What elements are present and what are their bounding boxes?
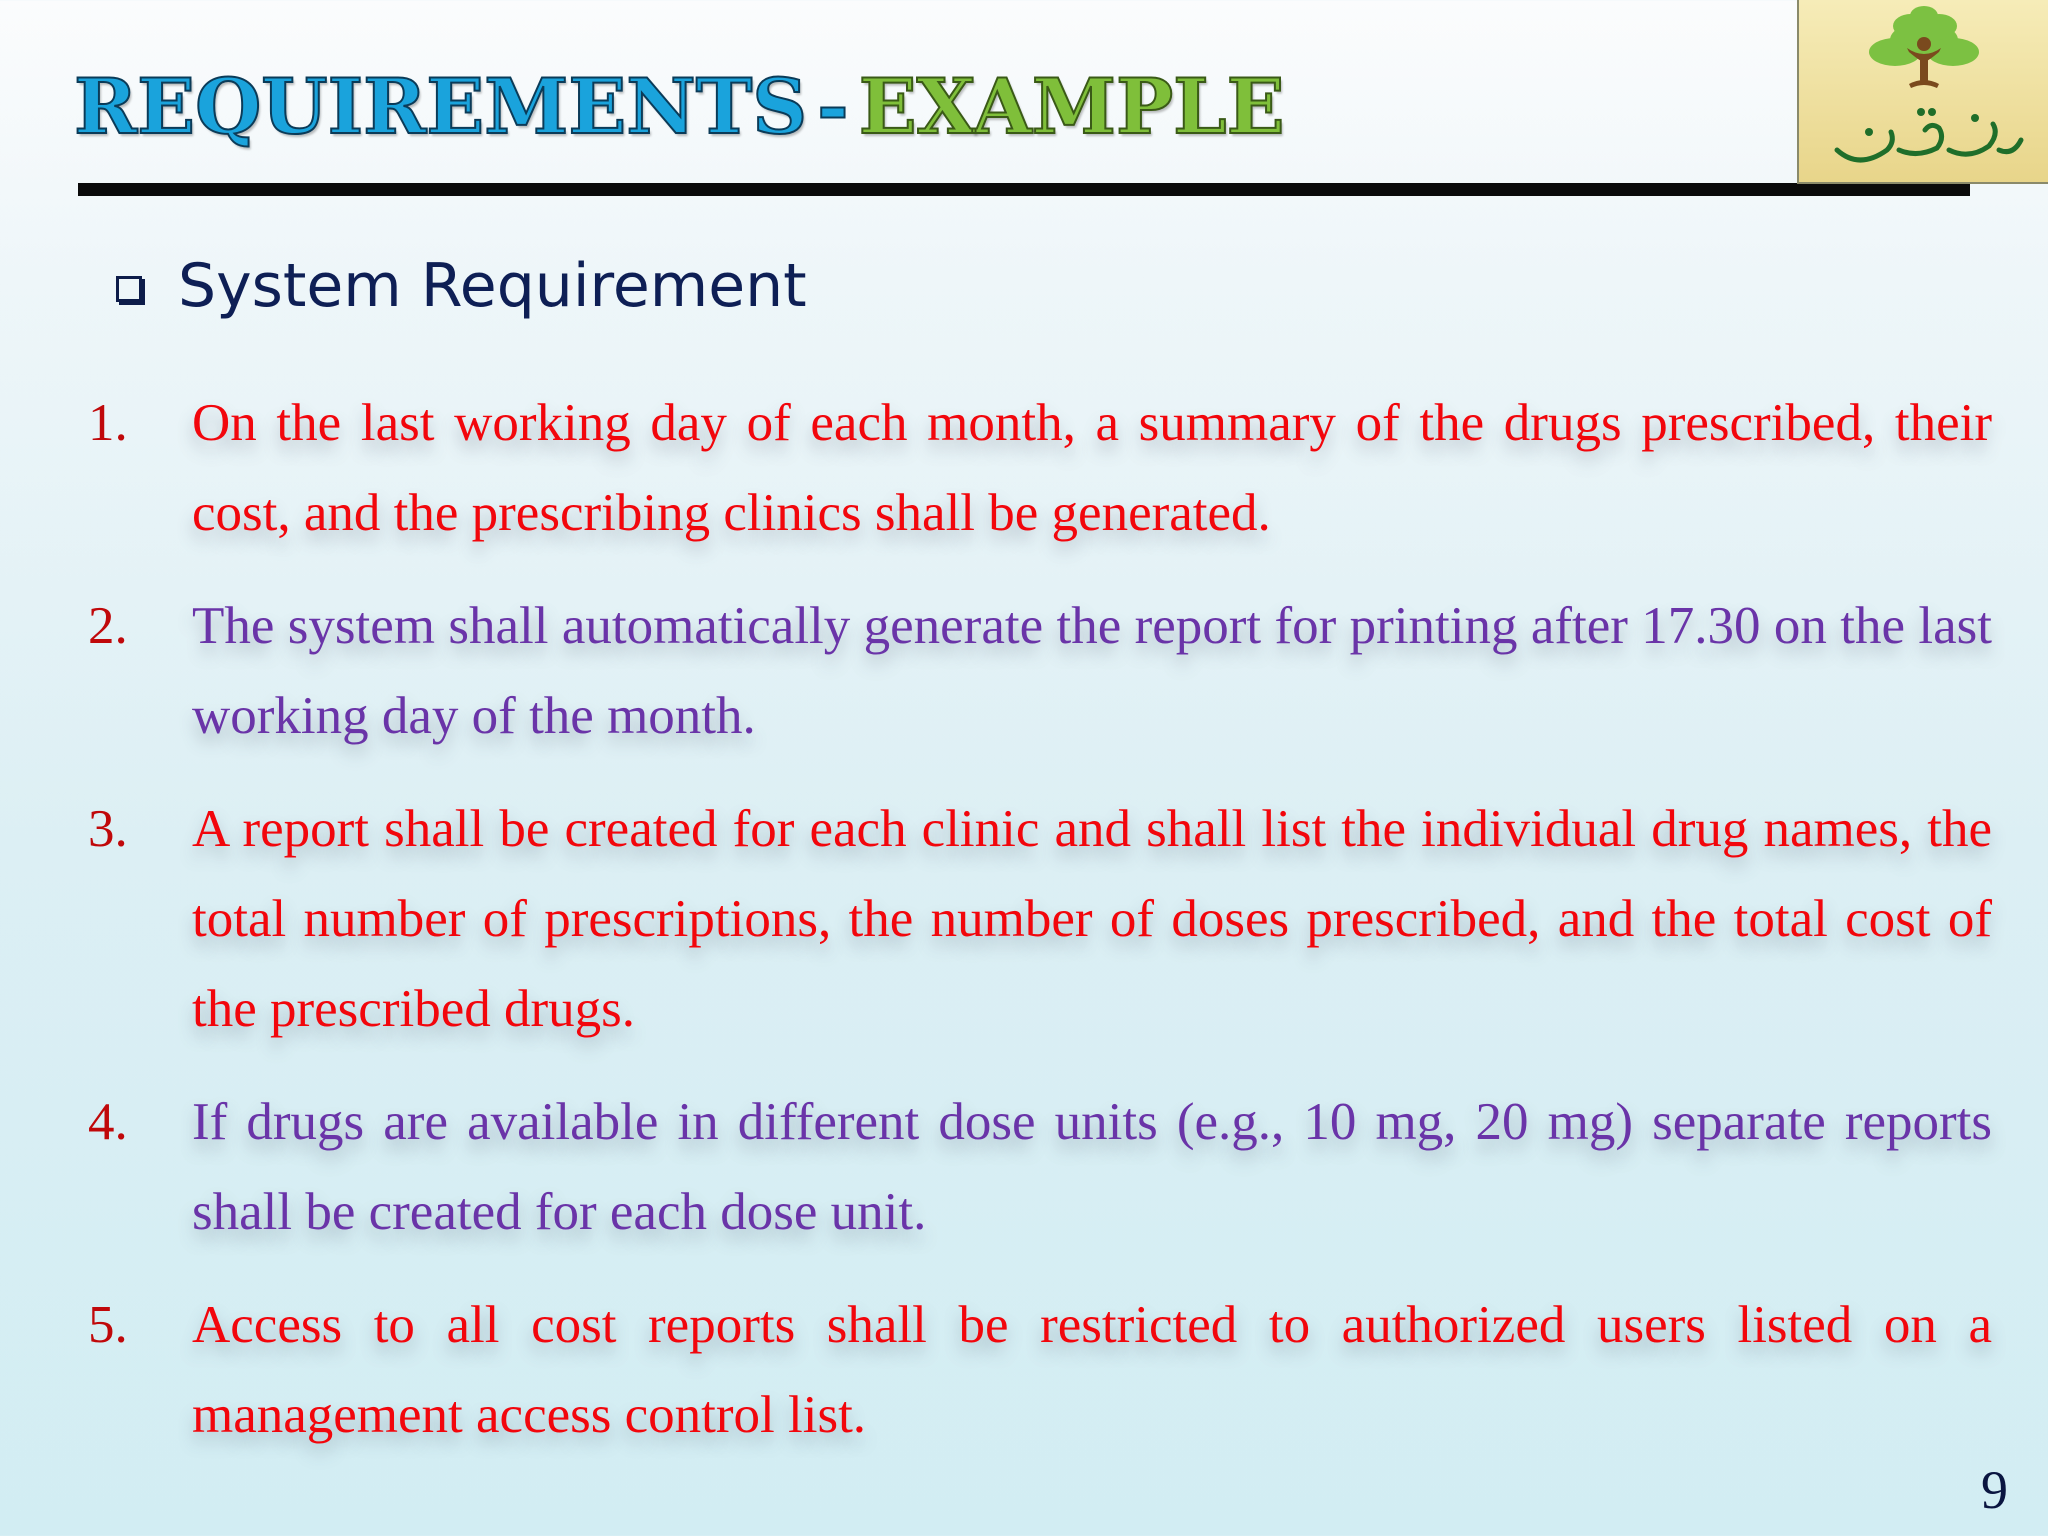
subheading [116, 246, 807, 326]
title-underline [78, 183, 1970, 196]
list-item-number: 3. [88, 800, 128, 858]
tree-person-logo-icon [1799, 0, 2048, 184]
title-separator: - [817, 62, 849, 151]
requirements-list [88, 378, 1993, 1483]
list-item-text: Access to all cost reports shall be restricted to authorized users listed on a management access control list. [192, 1296, 1992, 1444]
list-item-number: 1. [88, 394, 128, 452]
title-part-requirements: REQUIREMENTS [74, 62, 808, 151]
list-item-text: If drugs are available in different dose units (e.g., 10 mg, 20 mg) separate reports shall be created for each dose unit. [192, 1093, 1992, 1241]
list-item-text: A report shall be created for each clinic and shall list the individual drug names, the total number of prescriptions, the number of doses prescribed, and the total cost of the prescribed drugs. [192, 800, 1992, 1038]
checkbox-bullet-icon [116, 276, 142, 302]
page-number: 9 [1981, 1460, 2008, 1520]
list-item-number: 4. [88, 1093, 128, 1151]
list-item-number: 2. [88, 597, 128, 655]
title-part-example: EXAMPLE [858, 62, 1285, 151]
list-item [88, 1077, 1993, 1257]
list-item [88, 581, 1993, 761]
list-item [88, 784, 1993, 1054]
logo [1797, 0, 2048, 184]
list-item-number: 5. [88, 1296, 128, 1354]
slide-title [74, 62, 1285, 152]
list-item [88, 1280, 1993, 1460]
list-item-text: The system shall automatically generate the report for printing after 17.30 on the last working day of the month. [192, 597, 1992, 745]
list-item-text: On the last working day of each month, a summary of the drugs prescribed, their cost, and the prescribing clinics shall be generated. [192, 394, 1992, 542]
list-item [88, 378, 1993, 558]
subheading-text: System Requirement [178, 251, 807, 321]
